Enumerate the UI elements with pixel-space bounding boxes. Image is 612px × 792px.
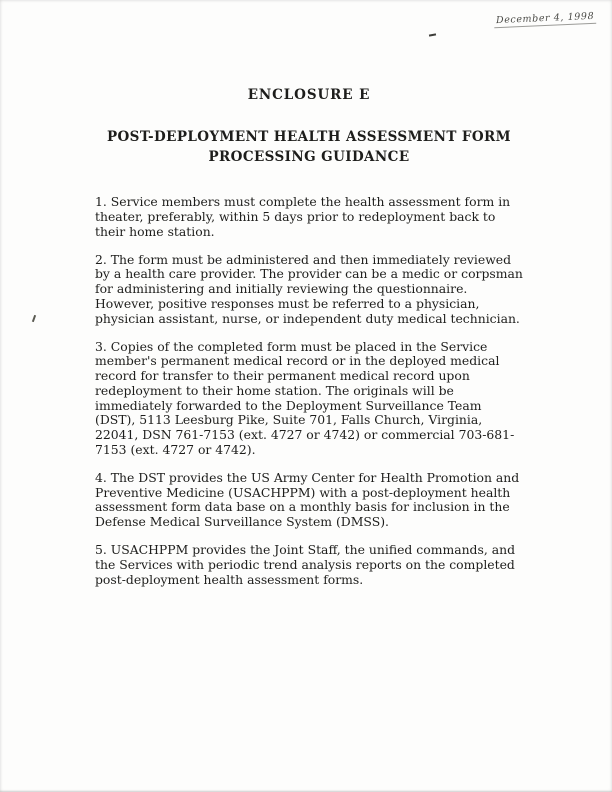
document-title-line1: POST-DEPLOYMENT HEALTH ASSESSMENT FORM [106,129,512,145]
paragraph-2: 2. The form must be administered and then immediately reviewed by a health care provider. The provider can be a medic or corpsman for administering and initially reviewing the questionnaire. However, positive responses must be referred to a physician, physician assistant, nurse, or independent duty medical technician. [95,251,523,326]
enclosure-label: ENCLOSURE E [247,87,371,103]
paragraph-1: 1. Service members must complete the health assessment form in theater, preferably, within 5 days prior to redeployment back to their home station. [95,194,511,239]
paragraph-5: 5. USACHPPM provides the Joint Staff, the unified commands, and the Services with periodic trend analysis reports on the completed post-deployment health assessment forms. [95,542,516,587]
handwritten-date-annotation: December 4, 1998 [493,11,596,28]
document-body [95,87,523,600]
margin-pen-tick [32,315,36,322]
document-title-line2: PROCESSING GUIDANCE [208,148,410,165]
pen-mark [429,33,436,36]
document-title [95,128,523,167]
paragraph-3: 3. Copies of the completed form must be placed in the Service member's permanent medical record or in the deployed medical record for transfer to their permanent medical record upon redeployment to their home station. The originals will be immediately forwarded to the Deployment Surveillance Team (DST), 5113 Leesburg Pike, Suite 701, Falls Church, Virginia, 22041, DSN 761-7153 (ext. 4727 or 4742) or commercial 703-681-7153 (ext. 4727 or 4742). [95,338,515,458]
paragraph-4: 4. The DST provides the US Army Center for Health Promotion and Preventive Medicine (USACHPPM) with a post-deployment health assessment form data base on a monthly basis for inclusion in the Defense Medical Surveillance System (DMSS). [95,469,520,530]
